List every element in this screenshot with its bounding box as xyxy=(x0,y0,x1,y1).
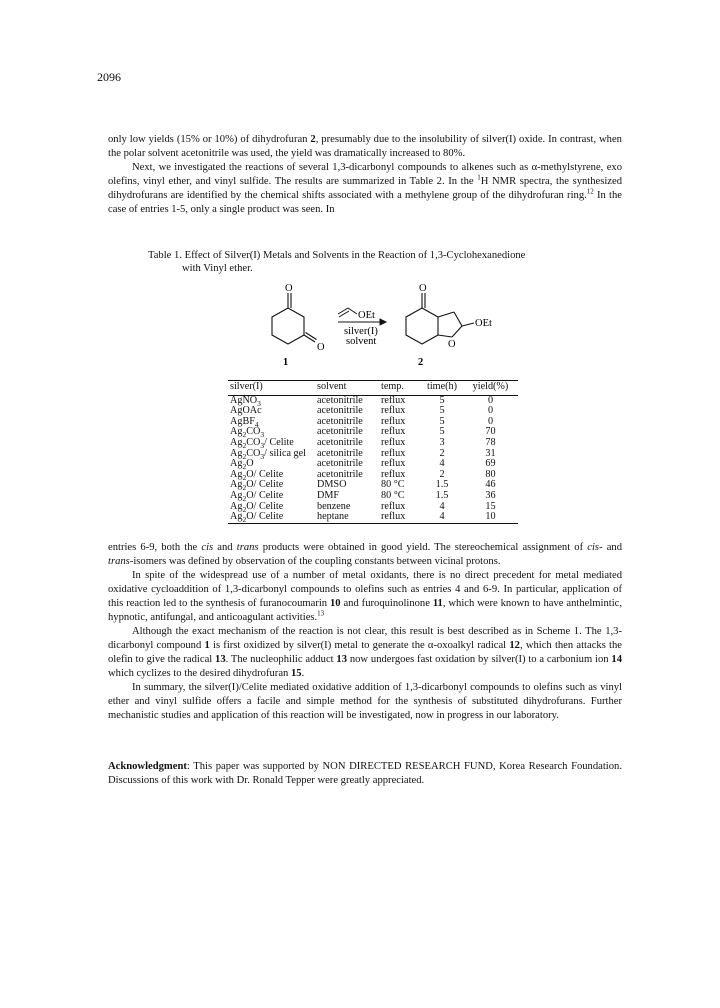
text-run: 2 xyxy=(242,493,247,503)
cell-yield: 70 xyxy=(485,426,496,438)
text-run: Ag xyxy=(230,479,243,491)
text-run: CO xyxy=(246,447,261,459)
cell-solvent: acetonitrile xyxy=(317,447,363,459)
text-run: is first oxidized by silver(I) metal to generate the α-oxoalkyl radical xyxy=(209,640,510,651)
cell-yield: 15 xyxy=(485,500,496,512)
cell-solvent: acetonitrile xyxy=(317,468,363,480)
text-run: AgOAc xyxy=(230,405,262,417)
cell-solvent: acetonitrile xyxy=(317,458,363,470)
cell-temp: reflux xyxy=(381,500,406,512)
text-run: products were obtained in good yield. The stereochemical assignment of xyxy=(258,542,588,553)
cell-yield: 10 xyxy=(485,511,496,523)
text-run: In spite of the widespread use of a number of metal oxidants, there is no direct precedent for metal mediated oxidative cycloaddition of 1,3-dicarbonyl compounds to olefins such as entries 4 and 6-9. In particular, application of this reaction led to the synthesis of furanocoumarin xyxy=(108,570,622,609)
table-caption xyxy=(148,249,618,275)
text-run: trans xyxy=(108,556,130,567)
cell-time: 1.5 xyxy=(435,479,449,491)
cell-time: 2 xyxy=(439,447,445,459)
cell-solvent: acetonitrile xyxy=(317,436,363,448)
text-run: . The nucleophilic adduct xyxy=(225,654,337,665)
cell-solvent: benzene xyxy=(317,500,351,512)
text-run: 2 xyxy=(242,451,247,461)
text-run: O xyxy=(246,458,254,470)
table-1 xyxy=(228,380,518,524)
discussion-paragraph-3 xyxy=(108,625,622,681)
text-run: Ag xyxy=(230,511,243,523)
cell-temp: reflux xyxy=(381,436,406,448)
reactant-label: 1 xyxy=(283,357,289,368)
text-run: and xyxy=(602,542,622,553)
cell-time: 4 xyxy=(439,500,445,512)
table-caption-line-1: Table 1. Effect of Silver(I) Metals and Solvents in the Reaction of 1,3-Cyclohexanedione xyxy=(148,250,526,261)
cell-yield: 0 xyxy=(487,405,494,417)
cell-time: 5 xyxy=(439,426,445,438)
page-number: 2096 xyxy=(97,70,121,84)
text-run: -isomers was defined by observation of the coupling constants between vicinal protons. xyxy=(129,556,501,567)
text-run: In the case of entries 1-5, only a single product was seen. In xyxy=(108,190,622,215)
text-run: , which were known to have anthelmintic, hypnotic, antifungal, and anticoagulant activities. xyxy=(108,598,622,623)
product-ring-oxygen: O xyxy=(448,339,456,350)
cell-temp: 80 °C xyxy=(381,479,405,491)
text-run: which cyclizes to the desired dihydrofuran xyxy=(108,668,291,679)
text-run: O/ Celite xyxy=(246,479,284,491)
text-run: , presumably due to the insolubility of silver(I) oxide. In contrast, when the polar solvent acetonitrile was used, the yield was dramatically increased to 80%. xyxy=(108,134,622,159)
cell-yield: 0 xyxy=(487,415,494,427)
cell-temp: 80 °C xyxy=(381,489,405,501)
text-run: 2 xyxy=(310,134,316,145)
table-caption-line-2: with Vinyl ether. xyxy=(182,263,253,274)
vinyl-ether-structure xyxy=(338,308,357,317)
text-run: . xyxy=(301,668,305,679)
cell-time: 4 xyxy=(439,458,445,470)
text-run: O/ Celite xyxy=(246,500,284,512)
text-run: AgNO xyxy=(230,394,258,406)
text-run: Ag xyxy=(230,489,243,501)
cell-temp: reflux xyxy=(381,426,406,438)
text-run: / silica gel xyxy=(264,447,306,459)
cell-yield: 46 xyxy=(485,479,496,491)
header-time: time(h) xyxy=(427,381,457,392)
cell-time: 1.5 xyxy=(435,489,449,501)
text-run: Ag xyxy=(230,468,243,480)
discussion-paragraph-1 xyxy=(108,541,622,569)
text-run: CO xyxy=(246,436,261,448)
cell-solvent: DMF xyxy=(317,489,340,501)
text-run: 1 xyxy=(204,640,210,651)
text-run: O/ Celite xyxy=(246,511,284,523)
cell-solvent: acetonitrile xyxy=(317,415,363,427)
cell-yield: 0 xyxy=(487,394,494,406)
cell-temp: reflux xyxy=(381,468,406,480)
text-run: and xyxy=(213,542,237,553)
text-run: cis- xyxy=(587,542,603,553)
text-run: Although the exact mechanism of the reaction is not clear, this result is best described as in Scheme 1. The 1,3-dicarbonyl compound xyxy=(108,626,622,651)
table-row xyxy=(228,449,518,460)
text-run: cis xyxy=(201,542,214,553)
cell-temp: reflux xyxy=(381,405,406,417)
product-oxygen-top: O xyxy=(419,283,427,294)
text-run: Ag xyxy=(230,426,243,438)
text-run: 10 xyxy=(330,598,341,609)
product-structure xyxy=(406,293,474,344)
text-run: trans xyxy=(236,542,259,553)
header-silver: silver(I) xyxy=(230,381,263,392)
table-row xyxy=(228,512,518,523)
cell-solvent: acetonitrile xyxy=(317,394,363,406)
cell-yield: 78 xyxy=(485,436,496,448)
table-header-row xyxy=(228,381,518,396)
text-run: 13 xyxy=(317,609,325,618)
cell-temp: reflux xyxy=(381,511,406,523)
header-solvent: solvent xyxy=(317,381,347,392)
summary-paragraph xyxy=(108,681,622,723)
text-run: only low yields (15% or 10%) of dihydrofuran xyxy=(108,134,311,145)
reactant-structure xyxy=(272,293,317,344)
text-run: : This paper was supported by NON DIRECTED RESEARCH FUND, Korea Research Foundation. Discussions of this work with Dr. Ronald Tepper were greatly appreciated. xyxy=(108,761,622,786)
cell-temp: reflux xyxy=(381,458,406,470)
cell-temp: reflux xyxy=(381,447,406,459)
text-run: 13 xyxy=(215,654,226,665)
table-row xyxy=(228,417,518,428)
cell-solvent: acetonitrile xyxy=(317,405,363,417)
text-run: 12 xyxy=(586,187,594,196)
intro-paragraph xyxy=(108,133,622,161)
reaction-scheme xyxy=(240,280,500,376)
text-run: Ag xyxy=(230,447,243,459)
text-run: 2 xyxy=(242,515,247,525)
text-run: O/ Celite xyxy=(246,468,284,480)
product-label: 2 xyxy=(418,357,424,368)
reactant-oxygen-top: O xyxy=(285,283,293,294)
text-run: 13 xyxy=(336,654,348,665)
text-run: In summary, the silver(I)/Celite mediated oxidative addition of 1,3-dicarbonyl compounds to olefins such as vinyl ether and vinyl sulfide offers a facile and simple method for the synthesis of substituted dihydrofurans. Further mechanistic studies and application of this reaction will be investigated, now in progress in our laboratory. xyxy=(108,682,622,721)
text-run: Next, we investigated the reactions of several 1,3-dicarbonyl compounds to alkenes such as α-methylstyrene, exo olefins, vinyl ether, and vinyl sulfide. The results are summarized in Table 2. In the xyxy=(108,162,622,187)
cell-time: 2 xyxy=(439,468,445,480)
cell-yield: 36 xyxy=(485,489,496,501)
text-run: , which then attacks the olefin to give the radical xyxy=(108,640,622,665)
condition-solvent: solvent xyxy=(346,336,377,347)
reactant-oxygen-bottom: O xyxy=(317,342,325,353)
cell-temp: reflux xyxy=(381,394,406,406)
text-run: Ag xyxy=(230,500,243,512)
cell-temp: reflux xyxy=(381,415,406,427)
cell-yield: 69 xyxy=(485,458,496,470)
vinyl-ether-oet: OEt xyxy=(358,310,375,321)
text-run: AgBF xyxy=(230,415,255,427)
text-run: 3 xyxy=(260,441,265,450)
text-run: 14 xyxy=(611,654,622,665)
text-run: now undergoes fast oxidation by silver(I) to a carbonium ion xyxy=(347,654,612,665)
cell-yield: 31 xyxy=(485,447,496,459)
cell-time: 4 xyxy=(439,511,445,523)
header-temp: temp. xyxy=(381,381,404,392)
text-run: O/ Celite xyxy=(246,489,284,501)
text-run: 2 xyxy=(242,430,247,440)
cell-solvent: acetonitrile xyxy=(317,426,363,438)
text-run: 2 xyxy=(242,472,247,482)
acknowledgment xyxy=(108,760,622,788)
cell-time: 3 xyxy=(439,436,445,448)
text-run: Ag xyxy=(230,458,243,470)
text-run: 2 xyxy=(242,483,247,493)
cell-time: 5 xyxy=(439,394,445,406)
cell-silver xyxy=(228,512,315,523)
text-run: Ag xyxy=(230,436,243,448)
text-run: 11 xyxy=(432,598,443,609)
text-run: CO xyxy=(246,426,261,438)
product-oet: OEt xyxy=(475,318,492,329)
cell-solvent: DMSO xyxy=(317,479,347,491)
header-yield: yield(%) xyxy=(472,381,509,392)
text-run: 12 xyxy=(509,640,520,651)
table-row xyxy=(228,406,518,417)
text-run: 15 xyxy=(290,668,302,679)
text-run: 3 xyxy=(257,398,261,408)
text-run: 2 xyxy=(242,504,247,514)
text-run: and furoquinolinone xyxy=(340,598,433,609)
text-run: 3 xyxy=(260,430,265,440)
text-run: H NMR spectra, the synthesized dihydrofurans are identified by the chemical shifts associated with a methylene group of the dihydrofuran ring. xyxy=(108,176,622,201)
text-run: 1 xyxy=(477,173,481,182)
cell-solvent: heptane xyxy=(317,511,349,523)
table-row xyxy=(228,395,518,406)
discussion-paragraph-2 xyxy=(108,569,622,625)
text-run: 3 xyxy=(260,451,265,461)
cell-time: 5 xyxy=(439,415,445,427)
text-run: 2 xyxy=(242,462,247,472)
text-run: / Celite xyxy=(264,436,294,448)
intro-paragraph-2 xyxy=(108,161,622,217)
text-run: 2 xyxy=(242,441,247,450)
text-run: Acknowledgment xyxy=(108,761,187,772)
text-run: 4 xyxy=(254,419,259,429)
condition-silver: silver(I) xyxy=(344,326,378,337)
cell-yield: 80 xyxy=(485,468,496,480)
text-run: entries 6-9, both the xyxy=(108,542,202,553)
cell-time: 5 xyxy=(439,405,445,417)
